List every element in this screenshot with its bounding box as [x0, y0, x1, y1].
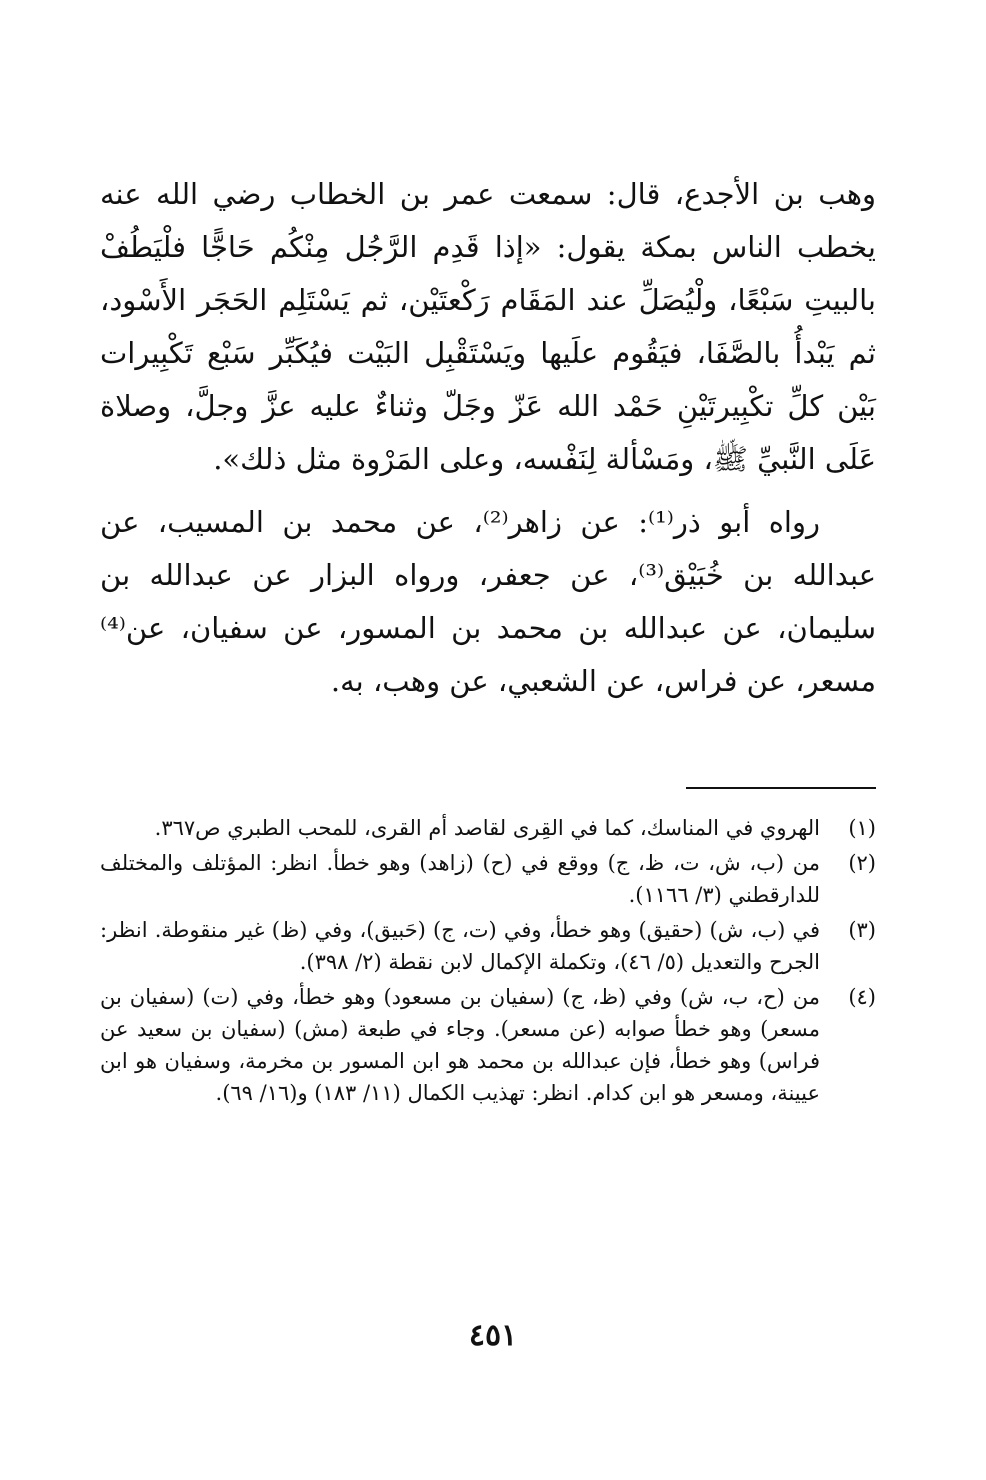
isnad-paragraph: رواه أبو ذر⁽¹⁾: عن زاهر⁽²⁾، عن محمد بن المسيب، عن عبدالله بن خُبَيْق⁽³⁾، عن جعفر، ورواه البزار عن عبدالله بن سليمان، عن عبدالله بن محمد بن المسور، عن سفيان، عن⁽⁴⁾ مسعر، عن فراس، عن الشعبي، عن وهب، به. — [100, 505, 877, 698]
footnote-number: (٢) — [848, 851, 876, 875]
footnote — [100, 812, 876, 844]
footnote-separator — [686, 787, 876, 789]
footnote-text: من (ح، ب، ش) وفي (ظ، ج) (سفيان بن مسعود) وهو خطأ، وفي (ت) (سفيان بن مسعر) وهو خطأ صوابه (عن مسعر). وجاء في طبعة (مش) (سفيان بن سعيد عن فراس) وهو خطأ، فإن عبدالله بن محمد هو ابن المسور بن مخرمة، وسفيان هو ابن عيينة، ومسعر هو ابن كدام. انظر: تهذيب الكمال (١١/ ١٨٣) و(١٦/ ٦٩). — [100, 985, 820, 1105]
footnote-number: (٤) — [848, 985, 876, 1009]
page-number: ٤٥١ — [468, 1318, 518, 1353]
footnote-text: في (ب، ش) (حقيق) وهو خطأ، وفي (ت، ج) (حَبيق)، وفي (ظ) غير منقوطة. انظر: الجرح والتعديل (٥/ ٤٦)، وتكملة الإكمال لابن نقطة (٢/ ٣٩٨). — [100, 918, 820, 974]
footnote-number: (٣) — [848, 918, 876, 942]
hadith-paragraph: وهب بن الأجدع، قال: سمعت عمر بن الخطاب رضي الله عنه يخطب الناس بمكة يقول: «إذا قَدِم الرَّجُل مِنْكُم حَاجًّا فلْيَطُفْ بالبيتِ سَبْعًا، ولْيُصَلِّ عند المَقَام رَكْعتَيْن، ثم يَسْتَلِم الحَجَر الأَسْود، ثم يَبْدأُ بالصَّفَا، فيَقُوم علَيها ويَسْتَقْبِل البَيْت فيُكَبِّر سَبْع تَكْبِيرات بَيْن كلِّ تكْبِيرتَيْنِ حَمْد الله عَزّ وجَلّ وثناءٌ عليه عزَّ وجلَّ، وصلاة عَلَى النَّبيِّ ﷺ، ومَسْألة لِنَفْسه، وعلى المَرْوة مثل ذلك». — [100, 177, 876, 476]
footnote — [100, 981, 876, 1109]
footnote-number: (١) — [848, 816, 876, 840]
footnote-text: من (ب، ش، ت، ظ، ج) ووقع في (ح) (زاهد) وهو خطأ. انظر: المؤتلف والمختلف للدارقطني (٣/ ١١٦٦). — [100, 851, 820, 907]
footnote — [100, 914, 876, 978]
footnote — [100, 847, 876, 911]
footnotes — [100, 812, 876, 1112]
footnote-text: الهروي في المناسك، كما في القِرى لقاصد أم القرى، للمحب الطبري ص٣٦٧. — [154, 816, 820, 840]
main-text — [100, 168, 876, 708]
